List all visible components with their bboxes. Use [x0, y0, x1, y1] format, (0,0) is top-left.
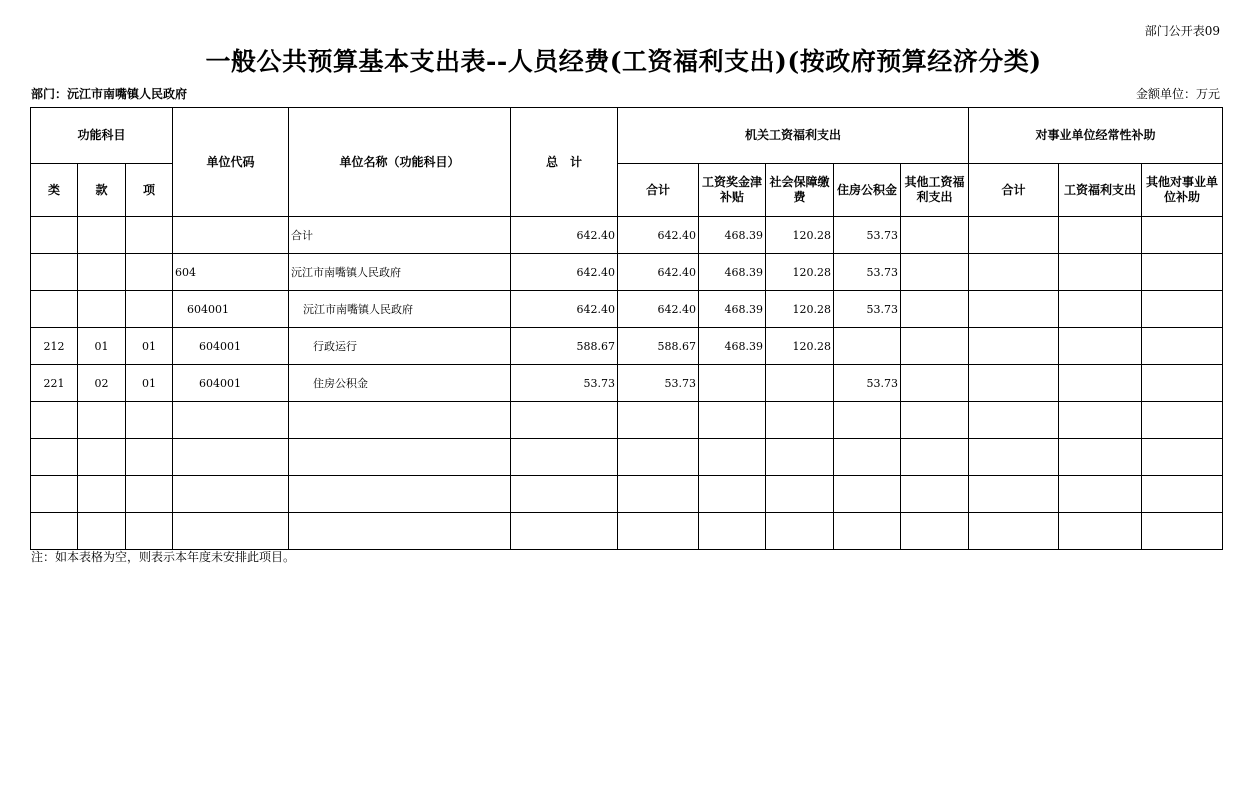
cell-pub-other [1142, 291, 1223, 328]
cell-total: 642.40 [511, 254, 618, 291]
table-row [31, 476, 1223, 513]
cell-pub-other [1142, 328, 1223, 365]
cell-pub-other [1142, 476, 1223, 513]
cell-xiang [126, 291, 173, 328]
header-pub-other: 其他对事业单位补助 [1142, 164, 1223, 217]
cell-unit-code [173, 439, 289, 476]
cell-total: 642.40 [511, 217, 618, 254]
cell-org-salary [699, 476, 766, 513]
cell-org-salary: 468.39 [699, 328, 766, 365]
cell-org-housing [834, 476, 901, 513]
cell-org-other [901, 328, 969, 365]
cell-pub-subtotal [969, 217, 1059, 254]
cell-lei [31, 217, 78, 254]
cell-org-salary: 468.39 [699, 217, 766, 254]
cell-org-salary [699, 402, 766, 439]
cell-org-social [766, 439, 834, 476]
cell-pub-subtotal [969, 365, 1059, 402]
cell-lei [31, 402, 78, 439]
form-number: 部门公开表09 [1144, 24, 1220, 38]
cell-pub-salary [1059, 291, 1142, 328]
table-row [31, 254, 1223, 291]
amount-unit-label: 金额单位：万元 [1135, 87, 1220, 101]
cell-pub-salary [1059, 254, 1142, 291]
cell-org-subtotal [618, 513, 699, 550]
header-org-other: 其他工资福利支出 [901, 164, 969, 217]
cell-unit-name [289, 513, 511, 550]
cell-kuan [78, 439, 126, 476]
cell-kuan [78, 291, 126, 328]
cell-total [511, 513, 618, 550]
cell-pub-salary [1059, 513, 1142, 550]
cell-kuan [78, 402, 126, 439]
cell-pub-other [1142, 402, 1223, 439]
cell-pub-other [1142, 513, 1223, 550]
cell-pub-subtotal [969, 291, 1059, 328]
cell-unit-name: 住房公积金 [289, 365, 511, 402]
cell-pub-salary [1059, 402, 1142, 439]
cell-kuan [78, 254, 126, 291]
cell-unit-code [173, 513, 289, 550]
cell-lei [31, 291, 78, 328]
cell-pub-other [1142, 217, 1223, 254]
cell-org-other [901, 402, 969, 439]
cell-org-subtotal: 53.73 [618, 365, 699, 402]
cell-pub-salary [1059, 365, 1142, 402]
cell-pub-salary [1059, 439, 1142, 476]
cell-pub-subtotal [969, 476, 1059, 513]
cell-kuan: 01 [78, 328, 126, 365]
cell-org-subtotal: 588.67 [618, 328, 699, 365]
cell-org-salary [699, 513, 766, 550]
cell-org-social [766, 365, 834, 402]
cell-pub-subtotal [969, 402, 1059, 439]
cell-org-other [901, 365, 969, 402]
cell-unit-name [289, 402, 511, 439]
cell-kuan [78, 476, 126, 513]
header-unit-name: 单位名称（功能科目） [289, 108, 511, 217]
cell-org-housing: 53.73 [834, 254, 901, 291]
cell-unit-name: 合计 [289, 217, 511, 254]
table-row [31, 365, 1223, 402]
cell-pub-other [1142, 254, 1223, 291]
cell-org-social [766, 513, 834, 550]
header-xiang: 项 [126, 164, 173, 217]
cell-org-housing [834, 328, 901, 365]
cell-pub-salary [1059, 328, 1142, 365]
cell-total: 642.40 [511, 291, 618, 328]
cell-pub-salary [1059, 217, 1142, 254]
cell-org-social [766, 476, 834, 513]
header-total: 总 计 [511, 108, 618, 217]
cell-lei [31, 254, 78, 291]
cell-org-housing: 53.73 [834, 217, 901, 254]
cell-lei [31, 439, 78, 476]
cell-org-social: 120.28 [766, 217, 834, 254]
cell-total [511, 476, 618, 513]
footnote: 注：如本表格为空，则表示本年度未安排此项目。 [31, 550, 296, 564]
header-unit-code: 单位代码 [173, 108, 289, 217]
cell-kuan [78, 513, 126, 550]
table-row [31, 402, 1223, 439]
cell-unit-code [173, 402, 289, 439]
cell-org-social: 120.28 [766, 328, 834, 365]
cell-org-subtotal [618, 476, 699, 513]
cell-org-salary [699, 365, 766, 402]
cell-total [511, 439, 618, 476]
cell-unit-name [289, 476, 511, 513]
cell-unit-name: 沅江市南嘴镇人民政府 [289, 254, 511, 291]
cell-org-subtotal [618, 402, 699, 439]
cell-pub-subtotal [969, 439, 1059, 476]
cell-pub-other [1142, 365, 1223, 402]
cell-org-subtotal: 642.40 [618, 291, 699, 328]
cell-org-other [901, 254, 969, 291]
header-public-subsidy-group: 对事业单位经常性补助 [969, 108, 1223, 164]
cell-total: 588.67 [511, 328, 618, 365]
table-row [31, 439, 1223, 476]
cell-org-housing [834, 439, 901, 476]
cell-org-other [901, 291, 969, 328]
cell-org-other [901, 476, 969, 513]
cell-org-housing [834, 513, 901, 550]
cell-org-salary [699, 439, 766, 476]
page-title: 一般公共预算基本支出表--人员经费(工资福利支出)(按政府预算经济分类) [205, 47, 1042, 76]
cell-org-salary: 468.39 [699, 291, 766, 328]
cell-unit-code [173, 476, 289, 513]
department-label: 部门：沅江市南嘴镇人民政府 [31, 87, 188, 101]
budget-table [30, 107, 1223, 550]
cell-xiang [126, 217, 173, 254]
cell-kuan [78, 217, 126, 254]
cell-org-social [766, 402, 834, 439]
cell-org-salary: 468.39 [699, 254, 766, 291]
cell-org-other [901, 439, 969, 476]
cell-unit-name [289, 439, 511, 476]
cell-unit-code: 604001 [173, 291, 289, 328]
cell-pub-salary [1059, 476, 1142, 513]
table-row [31, 217, 1223, 254]
cell-xiang: 01 [126, 328, 173, 365]
cell-org-subtotal: 642.40 [618, 254, 699, 291]
cell-org-social: 120.28 [766, 291, 834, 328]
header-org-subtotal: 合计 [618, 164, 699, 217]
cell-kuan: 02 [78, 365, 126, 402]
cell-lei: 221 [31, 365, 78, 402]
table-row [31, 291, 1223, 328]
cell-xiang [126, 402, 173, 439]
cell-org-subtotal [618, 439, 699, 476]
cell-xiang: 01 [126, 365, 173, 402]
cell-pub-subtotal [969, 513, 1059, 550]
header-lei: 类 [31, 164, 78, 217]
cell-xiang [126, 254, 173, 291]
cell-org-other [901, 217, 969, 254]
cell-xiang [126, 476, 173, 513]
header-org-group: 机关工资福利支出 [618, 108, 969, 164]
table-row [31, 513, 1223, 550]
cell-unit-code [173, 217, 289, 254]
cell-pub-subtotal [969, 254, 1059, 291]
cell-lei [31, 476, 78, 513]
cell-org-housing [834, 402, 901, 439]
cell-unit-code: 604001 [173, 328, 289, 365]
header-org-social: 社会保障缴费 [766, 164, 834, 217]
cell-unit-name: 沅江市南嘴镇人民政府 [289, 291, 511, 328]
header-org-housing: 住房公积金 [834, 164, 901, 217]
cell-lei: 212 [31, 328, 78, 365]
cell-xiang [126, 439, 173, 476]
cell-pub-subtotal [969, 328, 1059, 365]
cell-total: 53.73 [511, 365, 618, 402]
cell-org-other [901, 513, 969, 550]
table-row [31, 328, 1223, 365]
cell-pub-other [1142, 439, 1223, 476]
cell-unit-name: 行政运行 [289, 328, 511, 365]
cell-org-social: 120.28 [766, 254, 834, 291]
cell-xiang [126, 513, 173, 550]
header-pub-subtotal: 合计 [969, 164, 1059, 217]
header-kuan: 款 [78, 164, 126, 217]
cell-unit-code: 604 [173, 254, 289, 291]
header-pub-salary: 工资福利支出 [1059, 164, 1142, 217]
header-func-subject: 功能科目 [31, 108, 173, 164]
cell-unit-code: 604001 [173, 365, 289, 402]
header-org-salary: 工资奖金津补贴 [699, 164, 766, 217]
cell-lei [31, 513, 78, 550]
cell-total [511, 402, 618, 439]
cell-org-housing: 53.73 [834, 291, 901, 328]
cell-org-subtotal: 642.40 [618, 217, 699, 254]
cell-org-housing: 53.73 [834, 365, 901, 402]
